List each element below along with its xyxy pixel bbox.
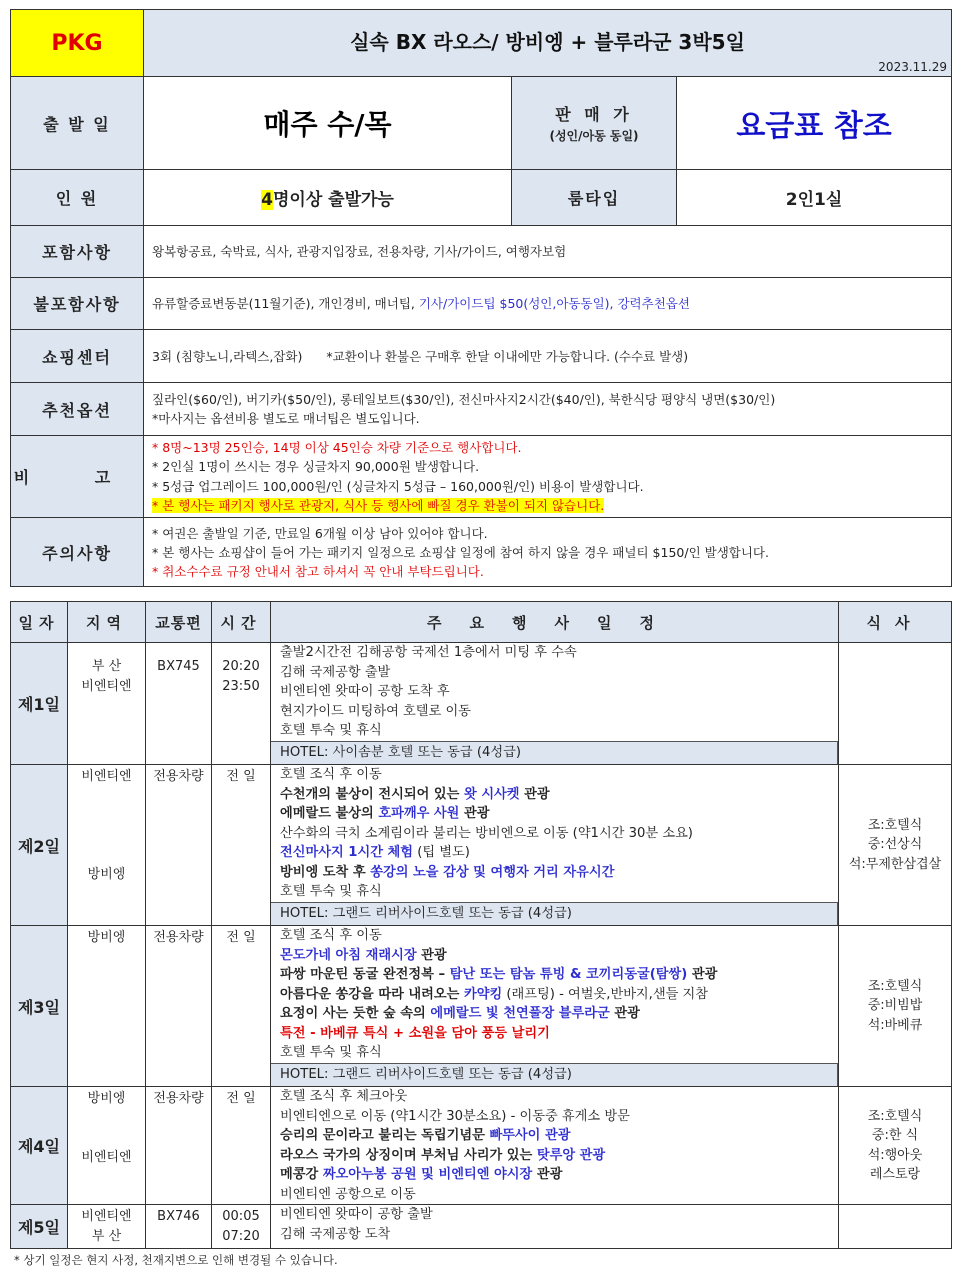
price-value: 요금표 참조 bbox=[677, 77, 952, 170]
sight-name: 왓 시사켓 bbox=[463, 786, 520, 802]
time-value: 00:05 bbox=[222, 1209, 260, 1224]
day-row bbox=[11, 643, 952, 765]
day-row bbox=[11, 1205, 952, 1249]
region-name: 비엔티엔 bbox=[81, 769, 132, 784]
options-label: 추천옵션 bbox=[11, 383, 144, 436]
remarks-line: * 본 행사는 패키지 행사로 관광지, 식사 등 행사에 빠질 경우 환불이 되지 않습니다. bbox=[152, 498, 605, 513]
program-line: 방비엥 도착 후 쏭강의 노을 감상 및 여행자 거리 자유시간 bbox=[280, 864, 615, 880]
caution-line: * 여권은 출발일 기준, 만료일 6개월 이상 남아 있어야 합니다. bbox=[152, 525, 488, 541]
time-cell: 전 일 bbox=[212, 765, 271, 926]
people-label: 인 원 bbox=[11, 170, 144, 226]
region-cell bbox=[68, 1087, 146, 1205]
program-line: 호텔 투숙 및 휴식 bbox=[280, 884, 382, 899]
day-label: 제1일 bbox=[11, 643, 68, 765]
program-line: 수천개의 불상이 전시되어 있는 왓 시사켓 관광 bbox=[280, 786, 550, 802]
caution-label: 주의사항 bbox=[11, 518, 144, 587]
excluded-label: 불포함사항 bbox=[11, 278, 144, 330]
remarks-cell bbox=[144, 436, 952, 518]
transport-cell: BX746 bbox=[146, 1205, 212, 1249]
meal-breakfast: 조:호텔식 bbox=[867, 1108, 923, 1124]
program-line: 김해 국제공항 도착 bbox=[280, 1226, 391, 1242]
region-name: 방비엥 bbox=[87, 866, 126, 882]
program-line: 비엔티엔으로 이동 (약1시간 30분소요) - 이동중 휴게소 방문 bbox=[280, 1108, 630, 1124]
title-cell bbox=[144, 10, 952, 77]
meal-cell bbox=[839, 926, 952, 1087]
page-title: 실속 BX 라오스/ 방비엥 + 블루라군 3박5일 bbox=[350, 29, 745, 54]
shopping-text: 3회 (침향노니,라텍스,잡화) bbox=[152, 348, 303, 364]
program-cell bbox=[271, 1087, 839, 1205]
program-line: 몬도가네 아침 재래시장 관광 bbox=[280, 947, 447, 963]
meal-cell bbox=[839, 1087, 952, 1205]
region-cell bbox=[68, 1205, 146, 1249]
program-line: 호텔 조식 후 체크아웃 bbox=[280, 1089, 408, 1104]
issue-date: 2023.11.29 bbox=[878, 60, 948, 74]
hotel-line: HOTEL: 사이솜분 호텔 또는 동급 (4성급) bbox=[271, 741, 838, 764]
program-line: 출발2시간전 김해공항 국제선 1층에서 미팅 후 수속 bbox=[280, 645, 577, 660]
day-row bbox=[11, 1087, 952, 1205]
meal-lunch: 중:비빔밥 bbox=[867, 998, 923, 1014]
package-info-table bbox=[10, 9, 952, 587]
shopping-cell bbox=[144, 330, 952, 383]
sight-name: 몬도가네 아침 재래시장 bbox=[280, 947, 417, 963]
meal-dinner: 석:바베큐 bbox=[867, 1017, 923, 1033]
excluded-tip-text: 기사/가이드팁 $50(성인,아동동일), 강력추천옵션 bbox=[418, 296, 690, 311]
price-label: 판 매 가 bbox=[555, 105, 633, 124]
region-cell: 방비엥 bbox=[68, 926, 146, 1087]
transport-cell: 전용차량 bbox=[146, 765, 212, 926]
day-label: 제2일 bbox=[11, 765, 68, 926]
itinerary-table bbox=[10, 601, 952, 1249]
program-line: 호텔 투숙 및 휴식 bbox=[280, 1045, 382, 1060]
program-cell bbox=[271, 926, 839, 1087]
program-line: 비엔티엔 왓따이 공항 도착 후 bbox=[280, 684, 450, 699]
footnote: * 상기 일정은 현지 사정, 천재지변으로 인해 변경될 수 있습니다. bbox=[14, 1253, 338, 1267]
sight-name: 에메랄드 빛 천연풀장 블루라군 bbox=[430, 1006, 610, 1021]
meal-cell bbox=[839, 765, 952, 926]
day-label: 제4일 bbox=[11, 1087, 68, 1205]
program-line: 라오스 국가의 상징이며 부처님 사리가 있는 탓루앙 관광 bbox=[280, 1147, 606, 1163]
options-line: 짚라인($60/인), 버기카($50/인), 롱테일보트($30/인), 전신마사지2시간($40/인), 북한식당 평양식 냉면($30/인) bbox=[152, 392, 776, 407]
meal-dinner: 석:행아웃 bbox=[867, 1147, 923, 1163]
program-line: 특전 - 바베큐 특식 + 소원을 담아 풍등 날리기 bbox=[280, 1025, 550, 1041]
program-line: 호텔 조식 후 이동 bbox=[280, 767, 382, 782]
region-cell bbox=[68, 765, 146, 926]
meal-lunch: 중:한 식 bbox=[871, 1128, 919, 1143]
people-value bbox=[144, 170, 512, 226]
included-text: 왕복항공료, 숙박료, 식사, 관광지입장료, 전용차량, 기사/가이드, 여행자보험 bbox=[144, 226, 952, 278]
price-label-cell bbox=[512, 77, 677, 170]
header-meal: 식사 bbox=[839, 602, 952, 643]
people-value-text: 명이상 출발가능 bbox=[272, 190, 394, 210]
region-name: 비엔티엔 bbox=[81, 1209, 132, 1224]
remarks-line: * 5성급 업그레이드 100,000원/인 (싱글차지 5성급 – 160,000원/인) 비용이 발생합니다. bbox=[152, 478, 644, 494]
room-value: 2인1실 bbox=[677, 170, 952, 226]
program-line: 승리의 문이라고 불리는 독립기념문 빠뚜사이 관광 bbox=[280, 1128, 571, 1143]
sight-name: 호파깨우 사원 bbox=[378, 806, 460, 821]
program-cell bbox=[271, 765, 839, 926]
caution-line: * 취소수수료 규정 안내서 참고 하셔서 꼭 안내 부탁드립니다. bbox=[152, 563, 484, 579]
transport-cell: 전용차량 bbox=[146, 1087, 212, 1205]
header-region: 지역 bbox=[68, 602, 146, 643]
program-line: 전신마사지 1시간 체험 (팁 별도) bbox=[280, 845, 470, 860]
time-value: 20:20 bbox=[222, 659, 260, 674]
region-name: 비엔티엔 bbox=[81, 678, 132, 694]
sight-name: 카약킹 bbox=[463, 986, 503, 1002]
departure-value: 매주 수/목 bbox=[144, 77, 512, 170]
excluded-text: 유류할증료변동분(11월기준), 개인경비, 매너팁, bbox=[152, 296, 419, 311]
shopping-label: 쇼핑센터 bbox=[11, 330, 144, 383]
program-cell bbox=[271, 1205, 839, 1249]
time-value: 23:50 bbox=[222, 678, 260, 694]
meal-cell bbox=[839, 643, 952, 765]
program-line: 메콩강 짜오아누봉 공원 및 비엔티엔 야시장 관광 bbox=[280, 1167, 563, 1182]
remarks-line: * 2인실 1명이 쓰시는 경우 싱글차지 90,000원 발생합니다. bbox=[152, 459, 480, 474]
time-cell bbox=[212, 643, 271, 765]
program-line: 비엔티엔 공항으로 이동 bbox=[280, 1186, 416, 1202]
people-min-count: 4 bbox=[261, 190, 273, 210]
region-name: 부 산 bbox=[91, 659, 122, 674]
region-name: 부 산 bbox=[91, 1228, 122, 1244]
meal-breakfast: 조:호텔식 bbox=[867, 978, 923, 994]
caution-line: * 본 행사는 쇼핑샵이 들어 가는 패키지 일정으로 쇼핑샵 일정에 참여 하지 않을 경우 패널티 $150/인 발생합니다. bbox=[152, 544, 769, 560]
options-cell bbox=[144, 383, 952, 436]
region-name: 방비엥 bbox=[87, 1091, 126, 1106]
header-program: 주요행사일정 bbox=[271, 602, 839, 643]
program-line: 파쌍 마운틴 동굴 완전정복 – 탐난 또는 탐놈 튜빙 & 코끼리동굴(탐쌍) 관광 bbox=[280, 967, 718, 982]
excluded-cell bbox=[144, 278, 952, 330]
sight-name: 전신마사지 1시간 체험 bbox=[280, 845, 414, 860]
sight-name: 짜오아누봉 공원 및 비엔티엔 야시장 bbox=[322, 1167, 533, 1182]
day-row bbox=[11, 765, 952, 926]
remarks-label: 비 고 bbox=[11, 436, 144, 518]
program-cell bbox=[271, 643, 839, 765]
program-line: 비엔티엔 왓따이 공항 출발 bbox=[280, 1207, 433, 1222]
departure-label: 출 발 일 bbox=[11, 77, 144, 170]
hotel-line: HOTEL: 그랜드 리버사이드호텔 또는 동급 (4성급) bbox=[271, 1063, 838, 1086]
meal-dinner-venue: 레스토랑 bbox=[869, 1167, 921, 1182]
region-cell bbox=[68, 643, 146, 765]
included-label: 포함사항 bbox=[11, 226, 144, 278]
time-value: 07:20 bbox=[222, 1228, 260, 1244]
time-cell: 전 일 bbox=[212, 926, 271, 1087]
program-line: 산수화의 극치 소계림이라 불리는 방비엔으로 이동 (약1시간 30분 소요) bbox=[280, 825, 693, 841]
program-line: 아름다운 쏭강을 따라 내려오는 카약킹 (래프팅) - 여벌옷,반바지,샌들 지참 bbox=[280, 986, 709, 1002]
options-line: *마사지는 옵션비용 별도로 매너팁은 별도입니다. bbox=[152, 411, 420, 426]
day-label: 제3일 bbox=[11, 926, 68, 1087]
shopping-note: *교환이나 환불은 구매후 한달 이내에만 가능합니다. (수수료 발생) bbox=[326, 348, 689, 364]
day-label: 제5일 bbox=[11, 1205, 68, 1249]
region-name: 비엔티엔 bbox=[81, 1149, 132, 1165]
header-time: 시간 bbox=[212, 602, 271, 643]
program-line: 현지가이드 미팅하여 호텔로 이동 bbox=[280, 703, 471, 719]
sight-name: 탓루앙 관광 bbox=[536, 1147, 606, 1163]
meal-breakfast: 조:호텔식 bbox=[867, 817, 923, 833]
meal-dinner: 석:무제한삼겹살 bbox=[848, 856, 942, 872]
transport-cell: 전용차량 bbox=[146, 926, 212, 1087]
pkg-badge: PKG bbox=[11, 10, 144, 77]
remarks-line: * 8명~13명 25인승, 14명 이상 45인승 차량 기준으로 행사합니다. bbox=[152, 439, 522, 455]
price-sub: (성인/아동 동일) bbox=[549, 129, 639, 143]
time-cell bbox=[212, 1205, 271, 1249]
meal-lunch: 중:선상식 bbox=[867, 837, 923, 853]
time-cell: 전 일 bbox=[212, 1087, 271, 1205]
hotel-line: HOTEL: 그랜드 리버사이드호텔 또는 동급 (4성급) bbox=[271, 902, 838, 925]
caution-cell bbox=[144, 518, 952, 587]
header-transport: 교통편 bbox=[146, 602, 212, 643]
transport-cell: BX745 bbox=[146, 643, 212, 765]
room-label: 룸타입 bbox=[512, 170, 677, 226]
program-line: 호텔 투숙 및 휴식 bbox=[280, 723, 382, 738]
day-row bbox=[11, 926, 952, 1087]
program-line: 호텔 조식 후 이동 bbox=[280, 928, 382, 943]
header-day: 일자 bbox=[11, 602, 68, 643]
program-line: 에메랄드 불상의 호파깨우 사원 관광 bbox=[280, 806, 490, 821]
sight-name: 빠뚜사이 관광 bbox=[489, 1128, 571, 1143]
sight-name: 탐난 또는 탐놈 튜빙 & 코끼리동굴(탐쌍) bbox=[449, 967, 688, 982]
program-line: 김해 국제공항 출발 bbox=[280, 664, 391, 680]
sight-name: 쏭강의 노을 감상 및 여행자 거리 자유시간 bbox=[370, 864, 615, 880]
meal-cell bbox=[839, 1205, 952, 1249]
program-line: 요정이 사는 듯한 숲 속의 에메랄드 빛 천연풀장 블루라군 관광 bbox=[280, 1006, 640, 1021]
